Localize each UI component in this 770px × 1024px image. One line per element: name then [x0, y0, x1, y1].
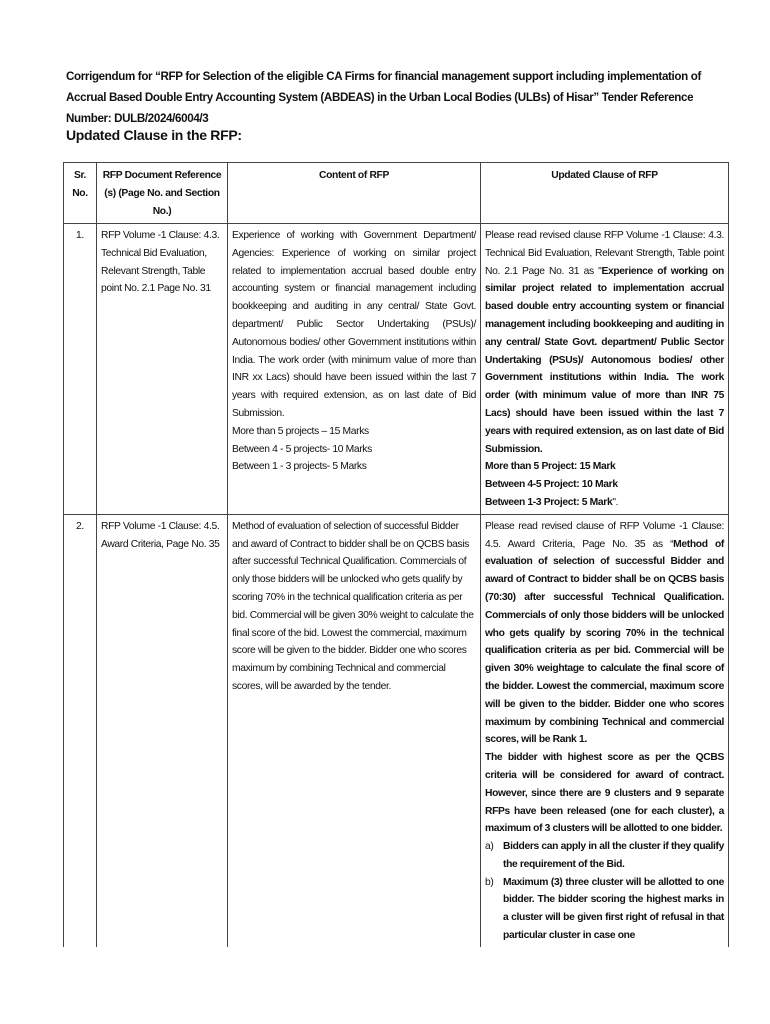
list-item-text: Bidders can apply in all the cluster if they qualify the requirement of the Bid. [503, 841, 724, 870]
table-row [64, 224, 729, 515]
content-text: Method of evaluation of selection of successful Bidder and award of Contract to bidder shall be on QCBS basis after successful Technical Qualification. Commercials of only those bidders will be unlocked who gets qualify by scoring 70% in the technical qualification criteria as per bid. Commercial will be given 30% weight to calculate the final score of the bid. Lowest the commercial, maximum score will be given to the bidder. Bidder one who scores maximum by combining Technical and commercial scores, will be awarded by the tender. [232, 520, 474, 692]
updated-marks-line: More than 5 Project: 15 Mark [485, 461, 616, 473]
row-updated-clause [481, 514, 729, 947]
updated-intro: Please read revised clause RFP Volume -1 Clause: 4.3. Technical Bid Evaluation, Relevant Strength, Table point No. 2.1 Page No. 31 as " [485, 230, 724, 277]
header-updated-clause: Updated Clause of RFP [481, 163, 729, 224]
updated-bold-text: Experience of working on similar project related to implementation accrual based double entry accounting system or financial management including bookkeeping and auditing in any central/ State Govt. department/ Public Sector Undertaking (PSUs)/ Autonomous bodies/ other Government institutions within India. The work order (with minimum value of more than INR 75 Lacs) should have been issued within the last 7 years with required extension, as on last date of Bid Submission. [485, 265, 724, 455]
content-marks-line: More than 5 projects – 15 Marks [232, 425, 369, 437]
content-marks-line: Between 4 - 5 projects- 10 Marks [232, 443, 372, 455]
updated-clause-list [485, 838, 724, 945]
list-item-text: Maximum (3) three cluster will be allotted to one bidder. The bidder scoring the highest marks in a cluster will be given first right of refusal in that particular cluster in case one [503, 876, 724, 942]
table-header-row [64, 163, 729, 224]
section-subtitle: Updated Clause in the RFP: [66, 127, 242, 143]
list-item-label: b) [485, 876, 494, 888]
content-text: Experience of working with Government Department/ Agencies: Experience of working on similar project related to implementation accrual based double entry accounting system or financial management including bookkeeping and auditing in any central/ State Govt. department/ Public Sector Undertaking (PSUs)/ Autonomous bodies/ other Government institutions within India. The work order (with minimum value of more than INR xx Lacs) should have been issued within the last 7 years with required extension, as on last date of Bid Submission. [232, 230, 476, 419]
updated-paragraph-2: The bidder with highest score as per the QCBS criteria will be considered for award of contract. However, since there are 9 clusters and 9 separate RFPs have been released (one for each cluster), a maximum of 3 clusters will be allotted to one bidder. [485, 752, 724, 835]
updated-close-quote: ". [612, 496, 619, 508]
row-serial-number: 2. [64, 514, 97, 947]
rfp-clause-table [63, 162, 729, 947]
row-document-reference: RFP Volume -1 Clause: 4.5. Award Criteria, Page No. 35 [97, 514, 228, 947]
updated-intro: Please read revised clause of RFP Volume -1 Clause: 4.5. Award Criteria, Page No. 35 as “ [485, 520, 724, 550]
row-document-reference: RFP Volume -1 Clause: 4.3. Technical Bid Evaluation, Relevant Strength, Table point No. 2.1 Page No. 31 [97, 224, 228, 515]
header-document-reference: RFP Document Reference (s) (Page No. and Section No.) [97, 163, 228, 224]
row-updated-clause [481, 224, 729, 515]
document-title: Corrigendum for “RFP for Selection of the eligible CA Firms for financial management support including implementation of Accrual Based Double Entry Accounting System (ABDEAS) in the Urban Local Bodies (ULBs) of Hisar” Tender Reference Number: DULB/2024/6004/3 [66, 70, 702, 125]
header-sr-no: Sr. No. [64, 163, 97, 224]
row-content-of-rfp [228, 224, 481, 515]
table-row [64, 514, 729, 947]
list-item [485, 838, 724, 874]
row-content-of-rfp [228, 514, 481, 947]
list-item [485, 874, 724, 945]
header-content-of-rfp: Content of RFP [228, 163, 481, 224]
updated-paragraph [485, 518, 724, 749]
content-marks-line: Between 1 - 3 projects- 5 Marks [232, 461, 367, 473]
updated-bold-text: Method of evaluation of selection of successful Bidder and award of Contract to bidder shall be on QCBS basis (70:30) after successful Technical Qualification. Commercials of only those bidders will be unlocked who gets qualify by scoring 70% in the technical qualification criteria as per bid. Commercial will be given 30% weightage to calculate the final score of the bidder. Lowest the commercial, maximum score will be given to the bidder. Bidder one who scores maximum by combining Technical and commercial scores, will be Rank 1. [485, 538, 724, 746]
row-serial-number: 1. [64, 224, 97, 515]
updated-marks-line-final [485, 494, 724, 512]
updated-marks-line: Between 4-5 Project: 10 Mark [485, 479, 618, 491]
list-item-label: a) [485, 841, 494, 853]
updated-marks-text: Between 1-3 Project: 5 Mark [485, 496, 613, 508]
